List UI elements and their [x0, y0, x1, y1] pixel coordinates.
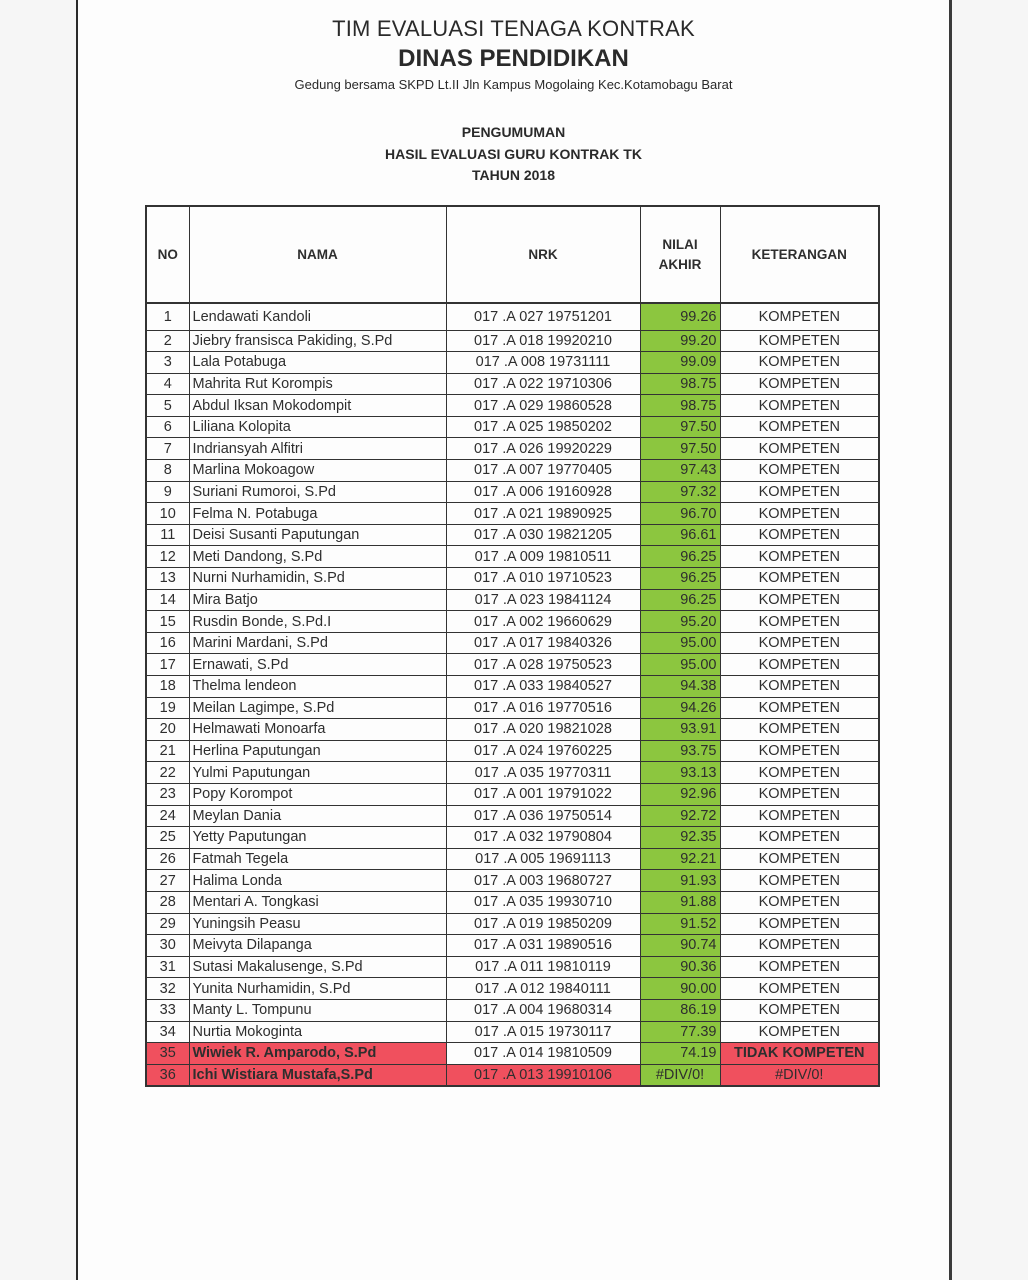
teacher-nrk: 017 .A 022 19710306	[446, 373, 640, 395]
final-score: 97.43	[640, 460, 720, 482]
result-status: KOMPETEN	[720, 762, 879, 784]
teacher-nrk: 017 .A 015 19730117	[446, 1021, 640, 1043]
table-row	[146, 935, 879, 957]
table-row	[146, 1043, 879, 1065]
row-number: 7	[146, 438, 189, 460]
result-status: KOMPETEN	[720, 373, 879, 395]
final-score: 97.50	[640, 438, 720, 460]
teacher-name: Herlina Paputungan	[189, 740, 446, 762]
final-score: 97.50	[640, 416, 720, 438]
teacher-nrk: 017 .A 006 19160928	[446, 481, 640, 503]
teacher-nrk: 017 .A 001 19791022	[446, 783, 640, 805]
result-status: KOMPETEN	[720, 891, 879, 913]
final-score: 92.72	[640, 805, 720, 827]
final-score: 96.61	[640, 524, 720, 546]
row-number: 23	[146, 783, 189, 805]
teacher-nrk: 017 .A 029 19860528	[446, 395, 640, 417]
final-score: 92.21	[640, 848, 720, 870]
row-number: 10	[146, 503, 189, 525]
row-number: 30	[146, 935, 189, 957]
teacher-name: Meilan Lagimpe, S.Pd	[189, 697, 446, 719]
final-score: 92.96	[640, 783, 720, 805]
table-row	[146, 719, 879, 741]
row-number: 32	[146, 978, 189, 1000]
final-score: 96.25	[640, 546, 720, 568]
row-number: 31	[146, 956, 189, 978]
teacher-name: Nurtia Mokoginta	[189, 1021, 446, 1043]
final-score: 97.32	[640, 481, 720, 503]
teacher-nrk: 017 .A 036 19750514	[446, 805, 640, 827]
row-number: 8	[146, 460, 189, 482]
final-score: 94.26	[640, 697, 720, 719]
result-status: KOMPETEN	[720, 676, 879, 698]
result-status: KOMPETEN	[720, 1021, 879, 1043]
table-row	[146, 891, 879, 913]
teacher-name: Yetty Paputungan	[189, 827, 446, 849]
teacher-name: Lendawati Kandoli	[189, 303, 446, 330]
table-row	[146, 1064, 879, 1086]
teacher-nrk: 017 .A 027 19751201	[446, 303, 640, 330]
org-address: Gedung bersama SKPD Lt.II Jln Kampus Mogolaing Kec.Kotamobagu Barat	[294, 77, 733, 92]
teacher-nrk: 017 .A 019 19850209	[446, 913, 640, 935]
row-number: 24	[146, 805, 189, 827]
row-number: 15	[146, 611, 189, 633]
final-score: 90.36	[640, 956, 720, 978]
teacher-name: Mahrita Rut Korompis	[189, 373, 446, 395]
teacher-name: Marini Mardani, S.Pd	[189, 632, 446, 654]
table-row	[146, 416, 879, 438]
teacher-name: Manty L. Tompunu	[189, 999, 446, 1021]
table-row	[146, 632, 879, 654]
teacher-nrk: 017 .A 012 19840111	[446, 978, 640, 1000]
teacher-name: Ichi Wistiara Mustafa,S.Pd	[189, 1064, 446, 1086]
row-number: 35	[146, 1043, 189, 1065]
row-number: 4	[146, 373, 189, 395]
teacher-name: Indriansyah Alfitri	[189, 438, 446, 460]
result-status: KOMPETEN	[720, 935, 879, 957]
teacher-name: Ernawati, S.Pd	[189, 654, 446, 676]
final-score: 93.91	[640, 719, 720, 741]
teacher-nrk: 017 .A 007 19770405	[446, 460, 640, 482]
row-number: 17	[146, 654, 189, 676]
teacher-name: Marlina Mokoagow	[189, 460, 446, 482]
table-row	[146, 438, 879, 460]
column-header-nilai-line1: NILAI	[662, 236, 698, 252]
table-row	[146, 1021, 879, 1043]
result-status: KOMPETEN	[720, 416, 879, 438]
result-status: KOMPETEN	[720, 460, 879, 482]
teacher-nrk: 017 .A 008 19731111	[446, 352, 640, 374]
teacher-name: Yunita Nurhamidin, S.Pd	[189, 978, 446, 1000]
teacher-nrk: 017 .A 025 19850202	[446, 416, 640, 438]
teacher-name: Jiebry fransisca Pakiding, S.Pd	[189, 330, 446, 352]
result-status: KOMPETEN	[720, 805, 879, 827]
row-number: 25	[146, 827, 189, 849]
teacher-nrk: 017 .A 026 19920229	[446, 438, 640, 460]
result-status: TIDAK KOMPETEN	[720, 1043, 879, 1065]
column-header-nama: NAMA	[189, 206, 446, 303]
announcement-label: PENGUMUMAN	[461, 124, 566, 140]
teacher-nrk: 017 .A 011 19810119	[446, 956, 640, 978]
results-table	[145, 205, 880, 1087]
final-score: 95.20	[640, 611, 720, 633]
teacher-nrk: 017 .A 035 19770311	[446, 762, 640, 784]
table-row	[146, 654, 879, 676]
row-number: 12	[146, 546, 189, 568]
teacher-nrk: 017 .A 003 19680727	[446, 870, 640, 892]
result-status: KOMPETEN	[720, 438, 879, 460]
teacher-nrk: 017 .A 032 19790804	[446, 827, 640, 849]
teacher-name: Felma N. Potabuga	[189, 503, 446, 525]
final-score: 99.20	[640, 330, 720, 352]
result-status: KOMPETEN	[720, 913, 879, 935]
teacher-nrk: 017 .A 030 19821205	[446, 524, 640, 546]
table-row	[146, 460, 879, 482]
result-status: KOMPETEN	[720, 352, 879, 374]
row-number: 18	[146, 676, 189, 698]
table-row	[146, 395, 879, 417]
final-score: 96.25	[640, 589, 720, 611]
teacher-nrk: 017 .A 014 19810509	[446, 1043, 640, 1065]
teacher-name: Suriani Rumoroi, S.Pd	[189, 481, 446, 503]
column-header-nilai-line2: AKHIR	[658, 256, 702, 272]
teacher-name: Rusdin Bonde, S.Pd.I	[189, 611, 446, 633]
row-number: 21	[146, 740, 189, 762]
row-number: 20	[146, 719, 189, 741]
announcement-subject: HASIL EVALUASI GURU KONTRAK TK	[385, 146, 642, 162]
column-header-no: NO	[146, 206, 189, 303]
table-row	[146, 503, 879, 525]
teacher-name: Halima Londa	[189, 870, 446, 892]
teacher-name: Mira Batjo	[189, 589, 446, 611]
column-header-nilai-akhir	[640, 206, 720, 303]
teacher-nrk: 017 .A 002 19660629	[446, 611, 640, 633]
row-number: 27	[146, 870, 189, 892]
final-score: 90.74	[640, 935, 720, 957]
teacher-name: Thelma lendeon	[189, 676, 446, 698]
table-row	[146, 303, 879, 330]
result-status: KOMPETEN	[720, 719, 879, 741]
teacher-name: Helmawati Monoarfa	[189, 719, 446, 741]
final-score: 77.39	[640, 1021, 720, 1043]
result-status: KOMPETEN	[720, 654, 879, 676]
table-row	[146, 805, 879, 827]
document-page	[76, 0, 952, 1280]
teacher-name: Meivyta Dilapanga	[189, 935, 446, 957]
row-number: 11	[146, 524, 189, 546]
row-number: 14	[146, 589, 189, 611]
teacher-name: Popy Korompot	[189, 783, 446, 805]
column-header-nrk: NRK	[446, 206, 640, 303]
row-number: 19	[146, 697, 189, 719]
teacher-nrk: 017 .A 013 19910106	[446, 1064, 640, 1086]
table-row	[146, 330, 879, 352]
result-status: KOMPETEN	[720, 330, 879, 352]
final-score: 99.26	[640, 303, 720, 330]
result-status: KOMPETEN	[720, 956, 879, 978]
teacher-nrk: 017 .A 005 19691113	[446, 848, 640, 870]
result-status: KOMPETEN	[720, 870, 879, 892]
result-status: KOMPETEN	[720, 783, 879, 805]
row-number: 9	[146, 481, 189, 503]
final-score: 99.09	[640, 352, 720, 374]
row-number: 34	[146, 1021, 189, 1043]
row-number: 6	[146, 416, 189, 438]
row-number: 13	[146, 568, 189, 590]
table-row	[146, 352, 879, 374]
result-status: KOMPETEN	[720, 303, 879, 330]
final-score: 90.00	[640, 978, 720, 1000]
table-row	[146, 697, 879, 719]
table-row	[146, 611, 879, 633]
teacher-name: Nurni Nurhamidin, S.Pd	[189, 568, 446, 590]
result-status: KOMPETEN	[720, 589, 879, 611]
final-score: 95.00	[640, 654, 720, 676]
teacher-nrk: 017 .A 009 19810511	[446, 546, 640, 568]
teacher-nrk: 017 .A 017 19840326	[446, 632, 640, 654]
teacher-nrk: 017 .A 020 19821028	[446, 719, 640, 741]
teacher-name: Lala Potabuga	[189, 352, 446, 374]
org-name: DINAS PENDIDIKAN	[398, 45, 629, 72]
final-score: #DIV/0!	[640, 1064, 720, 1086]
table-row	[146, 956, 879, 978]
announcement-year: TAHUN 2018	[472, 167, 555, 183]
final-score: 91.88	[640, 891, 720, 913]
final-score: 98.75	[640, 373, 720, 395]
teacher-name: Yulmi Paputungan	[189, 762, 446, 784]
result-status: KOMPETEN	[720, 740, 879, 762]
final-score: 93.13	[640, 762, 720, 784]
table-row	[146, 568, 879, 590]
result-status: KOMPETEN	[720, 568, 879, 590]
result-status: KOMPETEN	[720, 503, 879, 525]
final-score: 74.19	[640, 1043, 720, 1065]
final-score: 91.93	[640, 870, 720, 892]
org-title: TIM EVALUASI TENAGA KONTRAK	[332, 16, 695, 41]
row-number: 26	[146, 848, 189, 870]
teacher-nrk: 017 .A 023 19841124	[446, 589, 640, 611]
result-status: KOMPETEN	[720, 848, 879, 870]
result-status: KOMPETEN	[720, 999, 879, 1021]
table-row	[146, 783, 879, 805]
teacher-name: Wiwiek R. Amparodo, S.Pd	[189, 1043, 446, 1065]
result-status: KOMPETEN	[720, 611, 879, 633]
teacher-nrk: 017 .A 028 19750523	[446, 654, 640, 676]
final-score: 94.38	[640, 676, 720, 698]
teacher-nrk: 017 .A 004 19680314	[446, 999, 640, 1021]
row-number: 16	[146, 632, 189, 654]
row-number: 33	[146, 999, 189, 1021]
table-row	[146, 978, 879, 1000]
table-row	[146, 827, 879, 849]
table-row	[146, 373, 879, 395]
teacher-name: Sutasi Makalusenge, S.Pd	[189, 956, 446, 978]
result-status: KOMPETEN	[720, 978, 879, 1000]
result-status: KOMPETEN	[720, 632, 879, 654]
final-score: 91.52	[640, 913, 720, 935]
table-row	[146, 546, 879, 568]
row-number: 29	[146, 913, 189, 935]
table-body	[146, 303, 879, 1086]
teacher-nrk: 017 .A 033 19840527	[446, 676, 640, 698]
teacher-nrk: 017 .A 010 19710523	[446, 568, 640, 590]
table-row	[146, 589, 879, 611]
row-number: 28	[146, 891, 189, 913]
result-status: KOMPETEN	[720, 827, 879, 849]
final-score: 93.75	[640, 740, 720, 762]
teacher-name: Meti Dandong, S.Pd	[189, 546, 446, 568]
final-score: 95.00	[640, 632, 720, 654]
teacher-name: Fatmah Tegela	[189, 848, 446, 870]
table-header-row	[146, 206, 879, 303]
result-status: KOMPETEN	[720, 697, 879, 719]
result-status: #DIV/0!	[720, 1064, 879, 1086]
result-status: KOMPETEN	[720, 546, 879, 568]
table-row	[146, 524, 879, 546]
final-score: 86.19	[640, 999, 720, 1021]
teacher-nrk: 017 .A 031 19890516	[446, 935, 640, 957]
teacher-name: Deisi Susanti Paputungan	[189, 524, 446, 546]
teacher-name: Yuningsih Peasu	[189, 913, 446, 935]
column-header-keterangan: KETERANGAN	[720, 206, 879, 303]
row-number: 22	[146, 762, 189, 784]
row-number: 3	[146, 352, 189, 374]
teacher-nrk: 017 .A 018 19920210	[446, 330, 640, 352]
result-status: KOMPETEN	[720, 481, 879, 503]
table-row	[146, 999, 879, 1021]
final-score: 92.35	[640, 827, 720, 849]
teacher-name: Meylan Dania	[189, 805, 446, 827]
table-row	[146, 481, 879, 503]
table-row	[146, 848, 879, 870]
teacher-name: Abdul Iksan Mokodompit	[189, 395, 446, 417]
teacher-nrk: 017 .A 021 19890925	[446, 503, 640, 525]
teacher-name: Liliana Kolopita	[189, 416, 446, 438]
row-number: 36	[146, 1064, 189, 1086]
table-row	[146, 762, 879, 784]
table-row	[146, 676, 879, 698]
row-number: 2	[146, 330, 189, 352]
teacher-name: Mentari A. Tongkasi	[189, 891, 446, 913]
final-score: 96.25	[640, 568, 720, 590]
row-number: 1	[146, 303, 189, 330]
final-score: 96.70	[640, 503, 720, 525]
teacher-nrk: 017 .A 035 19930710	[446, 891, 640, 913]
table-row	[146, 913, 879, 935]
table-row	[146, 740, 879, 762]
teacher-nrk: 017 .A 016 19770516	[446, 697, 640, 719]
table-row	[146, 870, 879, 892]
result-status: KOMPETEN	[720, 524, 879, 546]
teacher-nrk: 017 .A 024 19760225	[446, 740, 640, 762]
final-score: 98.75	[640, 395, 720, 417]
row-number: 5	[146, 395, 189, 417]
result-status: KOMPETEN	[720, 395, 879, 417]
